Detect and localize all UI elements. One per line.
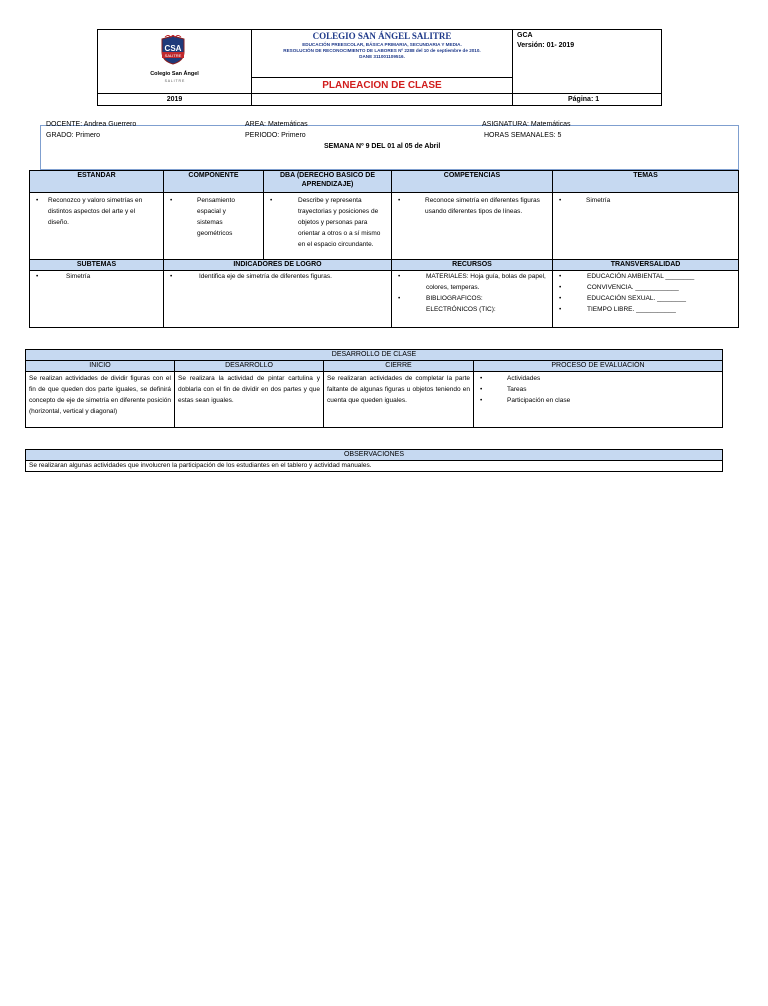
asignatura: ASIGNATURA: Matemáticas xyxy=(482,121,571,128)
header-estandar: ESTANDAR xyxy=(29,170,164,193)
header-indicadores: INDICADORES DE LOGRO xyxy=(163,259,392,271)
header-transversalidad: TRANSVERSALIDAD xyxy=(552,259,739,271)
code-cell xyxy=(512,29,662,94)
school-info-cell xyxy=(251,29,513,78)
inicio-text: Se realizan actividades de dividir figuras con el fin de que queden dos parte iguales, se definirá concepto de eje de simetría en diferente posición (horizontal, vertical y diagonal) xyxy=(29,375,171,415)
dba-text: • Describe y representa trayectorias y posiciones de objetos y personas para orientar a otros o a sí mismo en el espacio circundante. xyxy=(264,195,391,250)
transversalidad-item: • TIEMPO LIBRE. ___________ xyxy=(553,304,738,315)
evaluacion-item: • Participación en clase xyxy=(474,395,722,406)
blank-cell xyxy=(251,93,513,106)
doc-title: PLANEACION DE CLASE xyxy=(322,80,442,91)
header-cierre: CIERRE xyxy=(323,360,474,372)
cell-cierre xyxy=(323,371,474,428)
recursos-item: • BIBLIOGRAFICOS: ELECTRÓNICOS (TIC): xyxy=(392,293,552,315)
cell-componente xyxy=(163,192,264,260)
cell-estandar xyxy=(29,192,164,260)
year-cell xyxy=(97,93,252,106)
evaluacion-item: • Actividades xyxy=(474,373,722,384)
logo-top-text: CSA xyxy=(164,44,182,53)
logo-band-text: SALITRE xyxy=(164,52,182,58)
observaciones-title: OBSERVACIONES xyxy=(25,449,723,461)
temas-text: • Simetría xyxy=(553,195,738,206)
cell-observaciones xyxy=(25,460,723,472)
school-logo xyxy=(158,35,188,65)
school-subtitle-1: EDUCACIÓN PREESCOLAR, BÁSICA PRIMARIA, SECUNDARIA Y MEDIA. xyxy=(302,42,462,47)
indicadores-text: • Identifica eje de simetría de diferentes figuras. xyxy=(164,271,391,282)
page-number: Página: 1 xyxy=(568,96,600,103)
header-componente: COMPONENTE xyxy=(163,170,264,193)
doc-title-cell xyxy=(251,77,513,94)
header-evaluacion: PROCESO DE EVALUACIÓN xyxy=(473,360,723,372)
header-subtemas: SUBTEMAS xyxy=(29,259,164,271)
periodo: PERIODO: Primero xyxy=(245,132,306,139)
logo-cell xyxy=(97,29,252,94)
header-inicio: INICIO xyxy=(25,360,175,372)
doc-code: GCA xyxy=(517,32,533,39)
competencias-text: • Reconoce simetría en diferentes figuras usando diferentes tipos de líneas. xyxy=(392,195,552,217)
area: AREA: Matemáticas xyxy=(245,121,308,128)
cell-inicio xyxy=(25,371,175,428)
cell-competencias xyxy=(391,192,553,260)
logo-caption-small: S A L I T R E xyxy=(164,79,185,83)
observaciones-text: Se realizaran algunas actividades que involucren la participación de los estudiantes en el tablero y actividad manuales. xyxy=(29,462,372,469)
cell-indicadores xyxy=(163,270,392,328)
subtemas-text: • Simetría xyxy=(30,271,163,282)
cell-recursos xyxy=(391,270,553,328)
transversalidad-item: • CONVIVENCIA. ____________ xyxy=(553,282,738,293)
estandar-text: • Reconozco y valoro simetrías en distintos aspectos del arte y el diseño. xyxy=(30,195,163,228)
transversalidad-item: • EDUCACIÓN SEXUAL. ________ xyxy=(553,293,738,304)
recursos-item: • MATERIALES: Hoja guía, bolas de papel, colores, temperas. xyxy=(392,271,552,293)
componente-text: • Pensamiento espacial y sistemas geométricos xyxy=(164,195,263,239)
docente: DOCENTE: Andrea Guerrero xyxy=(46,121,137,128)
grado: GRADO: Primero xyxy=(46,132,101,139)
school-dane: DANE 311001109516. xyxy=(359,54,405,59)
cierre-text: Se realizaran actividades de completar la parte faltante de algunas figuras u objetos teniendo en cuenta que queden iguales. xyxy=(327,375,470,404)
school-name: COLEGIO SAN ÁNGEL SALITRE xyxy=(312,31,452,41)
cell-desarrollo xyxy=(174,371,324,428)
desarrollo-text: Se realizara la actividad de pintar cartulina y doblarla con el fin de dividir en dos partes y que estas sean iguales. xyxy=(178,375,320,404)
logo-caption: Colegio San Ángel xyxy=(150,71,199,77)
cell-evaluacion xyxy=(473,371,723,428)
cell-subtemas xyxy=(29,270,164,328)
evaluacion-item: • Tareas xyxy=(474,384,722,395)
desarrollo-title: DESARROLLO DE CLASE xyxy=(25,349,723,361)
header-recursos: RECURSOS xyxy=(391,259,553,271)
cell-transversalidad xyxy=(552,270,739,328)
semana: SEMANA Nº 9 DEL 01 al 05 de Abril xyxy=(324,143,441,150)
header-desarrollo: DESARROLLO xyxy=(174,360,324,372)
doc-version: Versión: 01- 2019 xyxy=(517,42,575,49)
header-competencias: COMPETENCIAS xyxy=(391,170,553,193)
horas-semanales: HORAS SEMANALES: 5 xyxy=(484,132,562,139)
header-dba: DBA (DERECHO BASICO DE APRENDIZAJE) xyxy=(263,170,392,193)
page-cell xyxy=(512,93,662,106)
transversalidad-item: • EDUCACIÓN AMBIENTAL ________ xyxy=(553,271,738,282)
header-temas: TEMAS xyxy=(552,170,739,193)
cell-temas xyxy=(552,192,739,260)
school-subtitle-2: RESOLUCIÓN DE RECONOCIMIENTO DE LABORES Nº 2288 del 10 de septiembre de 2010. xyxy=(283,48,481,53)
doc-year: 2019 xyxy=(166,96,183,103)
cell-dba xyxy=(263,192,392,260)
